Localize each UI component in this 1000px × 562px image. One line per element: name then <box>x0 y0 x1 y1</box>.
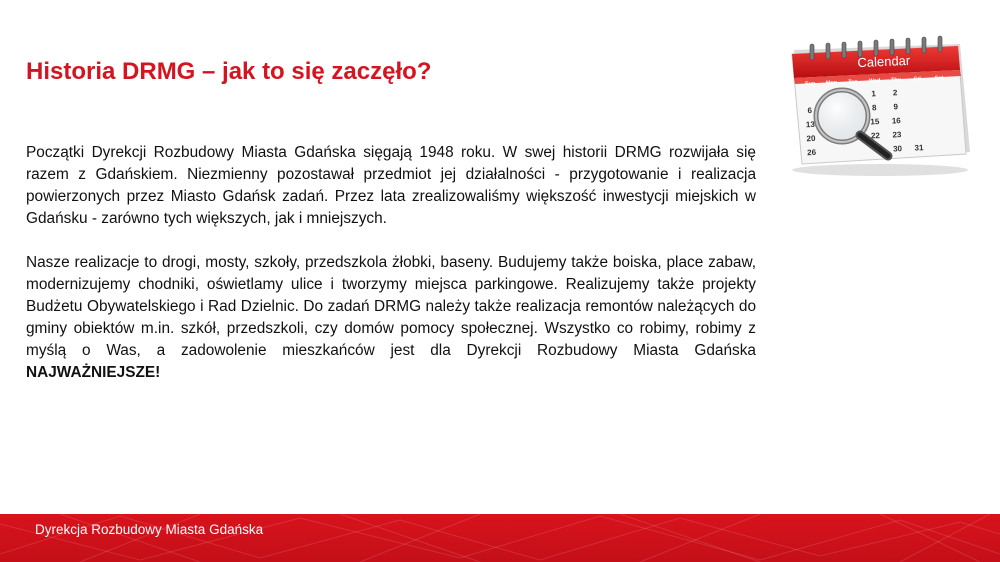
calendar-day: 31 <box>914 143 924 153</box>
paragraph-realizations <box>26 252 756 384</box>
slide-title: Historia DRMG – jak to się zaczęło? <box>26 58 432 85</box>
calendar-weekday: Fri <box>913 76 922 83</box>
footer-bar <box>0 514 1000 562</box>
calendar-day: 13 <box>805 119 816 130</box>
paragraph-realizations-text: Nasze realizacje to drogi, mosty, szkoły, przedszkola żłobki, baseny. Budujemy także boiska, place zabaw, modernizujemy chodniki, oświetlamy ulice i tworzymy miejsca parkingowe. Realizujemy także projekty Budżetu Obywatelskiego i Rad Dzielnic. Do zadań DRMG należy także realizacja remontów należących do gminy obiektów m.in. szkół, przedszkoli, czy domów pomocy społecznej. Wszystko co robimy, robimy z myślą o Was, a zadowolenie mieszkańców jest dla Dyrekcji Rozbudowy Miasta Gdańska <box>26 254 756 359</box>
calendar-day: 20 <box>806 133 816 144</box>
calendar-label: Calendar <box>857 52 911 71</box>
calendar-weekday: Wed <box>868 77 881 85</box>
calendar-day: 15 <box>870 117 880 127</box>
slide-content <box>26 142 756 406</box>
calendar-day: 23 <box>892 130 902 140</box>
calendar-day: 30 <box>892 144 903 154</box>
calendar-weekday: Tue <box>848 78 858 86</box>
calendar-day: 6 <box>807 105 813 116</box>
calendar-day: 8 <box>871 103 877 113</box>
calendar-day: 1 <box>871 89 877 99</box>
footer-text: Dyrekcja Rozbudowy Miasta Gdańska <box>35 522 264 537</box>
calendar-day: 16 <box>891 116 901 126</box>
calendar-weekday: Thu <box>890 77 902 84</box>
calendar-weekday: Sat <box>934 75 944 82</box>
calendar-magnifier-icon <box>780 24 980 184</box>
calendar-day: 26 <box>806 147 817 158</box>
emphasis-text: NAJWAŻNIEJSZE! <box>26 364 161 381</box>
calendar-day: 9 <box>893 102 899 112</box>
paragraph-history: Początki Dyrekcji Rozbudowy Miasta Gdańska sięgają 1948 roku. W swej historii DRMG rozwijała się razem z Gdańskiem. Niezmienny pozostawał przedmiot jej działalności - przygotowanie i realizacja powierzonych przez Miasto Gdańsk zadań. Przez lata zrealizowaliśmy większość inwestycji miejskich w Gdańsku - zarówno tych większych, jak i mniejszych. <box>26 144 756 227</box>
calendar-day: 22 <box>870 131 881 141</box>
calendar-day: 2 <box>892 88 898 98</box>
calendar-weekday: Sun <box>804 80 816 88</box>
calendar-weekday: Mon <box>825 79 838 87</box>
